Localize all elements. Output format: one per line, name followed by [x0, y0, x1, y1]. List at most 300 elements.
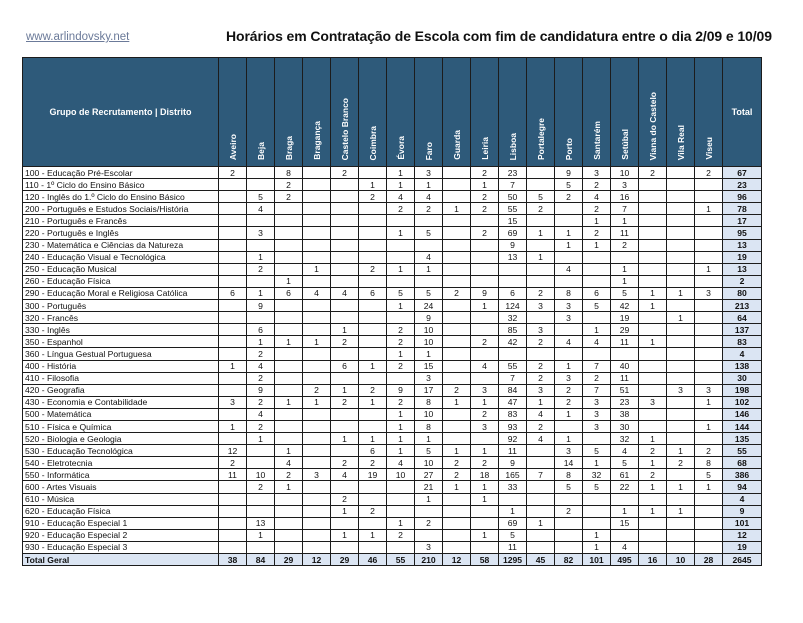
cell-value: 46	[359, 554, 387, 566]
cell-value: 50	[499, 191, 527, 203]
row-label: 300 - Português	[23, 300, 219, 312]
cell-value: 2	[247, 372, 275, 384]
cell-value: 2	[443, 469, 471, 481]
cell-value	[443, 263, 471, 275]
cell-value	[639, 227, 667, 239]
cell-value	[219, 215, 247, 227]
cell-value	[303, 251, 331, 263]
cell-value: 1	[639, 457, 667, 469]
cell-value: 1	[387, 263, 415, 275]
cell-value: 55	[387, 554, 415, 566]
cell-value: 1	[639, 336, 667, 348]
cell-value	[639, 493, 667, 505]
cell-value: 1	[331, 324, 359, 336]
cell-value	[583, 275, 611, 287]
cell-value: 1	[471, 493, 499, 505]
cell-value	[583, 312, 611, 324]
cell-value	[331, 481, 359, 493]
cell-value: 23	[499, 167, 527, 179]
row-label: 110 - 1º Ciclo do Ensino Básico	[23, 179, 219, 191]
cell-value	[667, 396, 695, 408]
cell-value: 3	[219, 396, 247, 408]
cell-value	[303, 324, 331, 336]
table-row	[23, 457, 762, 469]
cell-value: 23	[611, 396, 639, 408]
cell-value	[275, 263, 303, 275]
cell-value	[303, 275, 331, 287]
cell-value: 1	[443, 445, 471, 457]
column-header	[219, 58, 247, 167]
cell-value	[639, 529, 667, 541]
cell-value	[247, 541, 275, 553]
cell-value	[303, 457, 331, 469]
cell-value: 1	[611, 275, 639, 287]
cell-value: 1	[639, 300, 667, 312]
cell-value	[667, 433, 695, 445]
cell-value: 1	[415, 493, 443, 505]
cell-value: 3	[527, 324, 555, 336]
cell-value	[247, 215, 275, 227]
cell-value	[667, 251, 695, 263]
row-label: 930 - Educação Especial 3	[23, 541, 219, 553]
row-label: 350 - Espanhol	[23, 336, 219, 348]
cell-value	[331, 179, 359, 191]
cell-value	[639, 179, 667, 191]
cell-value	[219, 348, 247, 360]
cell-value	[555, 517, 583, 529]
cell-value	[639, 324, 667, 336]
cell-value: 2	[695, 445, 723, 457]
cell-value: 2	[387, 360, 415, 372]
cell-value	[387, 505, 415, 517]
cell-value: 24	[415, 300, 443, 312]
cell-value: 12	[303, 554, 331, 566]
cell-value	[275, 360, 303, 372]
cell-value: 2	[471, 191, 499, 203]
cell-value: 1	[331, 529, 359, 541]
cell-value	[667, 167, 695, 179]
cell-value: 5	[555, 481, 583, 493]
cell-value	[667, 300, 695, 312]
column-header-label: Braga	[283, 135, 294, 160]
cell-value: 2	[555, 396, 583, 408]
column-header	[303, 58, 331, 167]
row-total: 13	[723, 263, 762, 275]
cell-value	[443, 312, 471, 324]
cell-value	[219, 300, 247, 312]
cell-value	[303, 493, 331, 505]
cell-value: 84	[499, 384, 527, 396]
cell-value: 1	[247, 251, 275, 263]
cell-value	[611, 529, 639, 541]
cell-value: 2	[387, 336, 415, 348]
cell-value	[443, 275, 471, 287]
cell-value: 1	[583, 239, 611, 251]
table-row	[23, 275, 762, 287]
cell-value: 2	[471, 227, 499, 239]
cell-value	[303, 348, 331, 360]
row-total: 68	[723, 457, 762, 469]
cell-value	[415, 239, 443, 251]
cell-value	[471, 372, 499, 384]
cell-value: 4	[583, 191, 611, 203]
cell-value: 4	[415, 251, 443, 263]
cell-value	[247, 312, 275, 324]
cell-value	[359, 275, 387, 287]
table-row	[23, 396, 762, 408]
cell-value	[527, 167, 555, 179]
cell-value: 32	[611, 433, 639, 445]
cell-value	[471, 275, 499, 287]
cell-value	[331, 275, 359, 287]
column-header-label: Setúbal	[619, 129, 630, 160]
column-header	[415, 58, 443, 167]
cell-value	[499, 263, 527, 275]
cell-value: 45	[527, 554, 555, 566]
row-label: 220 - Português e Inglês	[23, 227, 219, 239]
cell-value	[667, 469, 695, 481]
cell-value: 2	[219, 457, 247, 469]
cell-value: 6	[331, 360, 359, 372]
cell-value	[583, 493, 611, 505]
cell-value: 2	[415, 203, 443, 215]
table-row	[23, 529, 762, 541]
cell-value	[275, 420, 303, 432]
row-label: 230 - Matemática e Ciências da Natureza	[23, 239, 219, 251]
cell-value: 4	[555, 263, 583, 275]
cell-value	[667, 227, 695, 239]
cell-value: 2	[695, 167, 723, 179]
cell-value: 1	[611, 263, 639, 275]
cell-value: 2	[275, 191, 303, 203]
cell-value	[303, 517, 331, 529]
cell-value: 1	[583, 457, 611, 469]
cell-value	[583, 251, 611, 263]
cell-value	[387, 312, 415, 324]
row-total: 102	[723, 396, 762, 408]
cell-value: 17	[415, 384, 443, 396]
column-header	[583, 58, 611, 167]
cell-value	[219, 191, 247, 203]
cell-value: 1	[639, 481, 667, 493]
cell-value	[247, 445, 275, 457]
cell-value: 2	[331, 336, 359, 348]
column-header	[331, 58, 359, 167]
cell-value	[387, 251, 415, 263]
row-label: 620 - Educação Física	[23, 505, 219, 517]
cell-value	[639, 312, 667, 324]
cell-value: 1	[583, 215, 611, 227]
cell-value	[387, 541, 415, 553]
cell-value	[527, 348, 555, 360]
cell-value	[555, 251, 583, 263]
cell-value	[471, 517, 499, 529]
cell-value: 1	[471, 481, 499, 493]
cell-value: 2	[247, 420, 275, 432]
cell-value: 1	[443, 396, 471, 408]
cell-value: 1	[387, 517, 415, 529]
cell-value: 1	[415, 433, 443, 445]
cell-value: 2	[583, 227, 611, 239]
cell-value	[443, 348, 471, 360]
cell-value	[583, 348, 611, 360]
cell-value	[387, 215, 415, 227]
cell-value: 2	[247, 481, 275, 493]
cell-value: 10	[415, 336, 443, 348]
cell-value: 21	[415, 481, 443, 493]
cell-value: 1	[387, 433, 415, 445]
cell-value: 124	[499, 300, 527, 312]
cell-value: 7	[611, 203, 639, 215]
cell-value	[695, 312, 723, 324]
cell-value: 5	[611, 457, 639, 469]
cell-value	[275, 348, 303, 360]
cell-value: 3	[611, 179, 639, 191]
cell-value: 7	[583, 360, 611, 372]
cell-value: 29	[611, 324, 639, 336]
cell-value	[219, 263, 247, 275]
cell-value	[471, 541, 499, 553]
cell-value: 1	[387, 445, 415, 457]
column-header-label: Faro	[423, 141, 434, 160]
row-label: 400 - História	[23, 360, 219, 372]
table-row	[23, 420, 762, 432]
cell-value: 11	[611, 227, 639, 239]
cell-value	[387, 372, 415, 384]
column-header-label: Leiria	[479, 137, 490, 160]
cell-value	[359, 312, 387, 324]
row-label: 210 - Português e Francês	[23, 215, 219, 227]
cell-value: 9	[247, 300, 275, 312]
row-total: 137	[723, 324, 762, 336]
cell-value	[639, 239, 667, 251]
cell-value	[303, 191, 331, 203]
table-row	[23, 372, 762, 384]
cell-value: 15	[499, 215, 527, 227]
cell-value	[695, 300, 723, 312]
cell-value: 1	[695, 263, 723, 275]
cell-value: 1	[303, 263, 331, 275]
cell-value	[527, 263, 555, 275]
cell-value	[303, 505, 331, 517]
cell-value: 3	[695, 287, 723, 299]
cell-value: 7	[583, 384, 611, 396]
cell-value	[639, 203, 667, 215]
cell-value	[639, 348, 667, 360]
cell-value: 11	[219, 469, 247, 481]
cell-value	[471, 239, 499, 251]
cell-value	[275, 384, 303, 396]
cell-value	[331, 372, 359, 384]
row-label: 530 - Educação Tecnológica	[23, 445, 219, 457]
cell-value	[443, 372, 471, 384]
cell-value	[639, 384, 667, 396]
cell-value	[443, 179, 471, 191]
column-header-label: Coimbra	[367, 125, 378, 160]
row-label: 120 - Inglês do 1.º Ciclo do Ensino Básico	[23, 191, 219, 203]
cell-value: 2	[387, 529, 415, 541]
data-table	[22, 57, 762, 566]
cell-value	[443, 541, 471, 553]
cell-value: 30	[611, 420, 639, 432]
cell-value	[695, 517, 723, 529]
cell-value: 2	[471, 203, 499, 215]
cell-value: 18	[471, 469, 499, 481]
cell-value: 6	[219, 287, 247, 299]
cell-value	[331, 215, 359, 227]
row-label: 420 - Geografia	[23, 384, 219, 396]
row-total: 55	[723, 445, 762, 457]
cell-value: 33	[499, 481, 527, 493]
cell-value: 27	[415, 469, 443, 481]
cell-value	[527, 505, 555, 517]
cell-value: 1	[443, 481, 471, 493]
cell-value: 1	[275, 445, 303, 457]
cell-value	[219, 384, 247, 396]
cell-value: 5	[527, 191, 555, 203]
cell-value: 1	[471, 300, 499, 312]
row-total: 138	[723, 360, 762, 372]
cell-value	[695, 372, 723, 384]
cell-value: 51	[611, 384, 639, 396]
cell-value: 15	[611, 517, 639, 529]
cell-value	[527, 275, 555, 287]
cell-value: 10	[415, 324, 443, 336]
cell-value: 1	[555, 433, 583, 445]
row-total: 198	[723, 384, 762, 396]
cell-value	[331, 191, 359, 203]
cell-value	[219, 203, 247, 215]
cell-value: 2	[331, 396, 359, 408]
cell-value: 5	[415, 227, 443, 239]
cell-value: 2	[303, 384, 331, 396]
cell-value	[275, 300, 303, 312]
column-header-label: Santarém	[591, 121, 602, 160]
cell-value: 6	[583, 287, 611, 299]
cell-value: 7	[499, 179, 527, 191]
cell-value: 42	[499, 336, 527, 348]
cell-value	[303, 312, 331, 324]
cell-value: 1	[331, 505, 359, 517]
cell-value	[247, 505, 275, 517]
cell-value	[275, 541, 303, 553]
cell-value: 4	[247, 360, 275, 372]
table-row	[23, 481, 762, 493]
cell-value	[695, 529, 723, 541]
table-row	[23, 493, 762, 505]
cell-value	[415, 275, 443, 287]
cell-value	[443, 239, 471, 251]
cell-value	[303, 529, 331, 541]
cell-value: 2	[555, 191, 583, 203]
cell-value: 4	[303, 287, 331, 299]
cell-value: 1	[247, 529, 275, 541]
cell-value	[219, 529, 247, 541]
cell-value: 495	[611, 554, 639, 566]
cell-value: 4	[527, 408, 555, 420]
cell-value: 2	[583, 372, 611, 384]
cell-value	[555, 541, 583, 553]
cell-value: 3	[583, 420, 611, 432]
cell-value	[527, 239, 555, 251]
cell-value: 14	[555, 457, 583, 469]
table-row	[23, 300, 762, 312]
cell-value	[695, 433, 723, 445]
cell-value	[443, 215, 471, 227]
cell-value	[359, 481, 387, 493]
cell-value: 2	[387, 203, 415, 215]
cell-value	[443, 493, 471, 505]
cell-value	[275, 433, 303, 445]
cell-value: 2	[611, 239, 639, 251]
row-total: 94	[723, 481, 762, 493]
cell-value: 2	[443, 384, 471, 396]
cell-value: 2	[639, 445, 667, 457]
cell-value: 1	[639, 505, 667, 517]
cell-value: 2	[471, 336, 499, 348]
cell-value	[471, 312, 499, 324]
row-total: 146	[723, 408, 762, 420]
cell-value	[275, 215, 303, 227]
cell-value: 12	[443, 554, 471, 566]
cell-value: 4	[247, 408, 275, 420]
column-header-label: Aveiro	[227, 133, 238, 160]
cell-value: 8	[695, 457, 723, 469]
cell-value: 10	[415, 457, 443, 469]
cell-value: 2	[667, 457, 695, 469]
cell-value	[499, 275, 527, 287]
cell-value: 2	[275, 179, 303, 191]
cell-value	[443, 433, 471, 445]
cell-value: 22	[611, 481, 639, 493]
cell-value	[331, 541, 359, 553]
cell-value: 16	[611, 191, 639, 203]
cell-value	[583, 505, 611, 517]
cell-value	[275, 529, 303, 541]
cell-value: 1	[275, 275, 303, 287]
cell-value	[275, 493, 303, 505]
table-row	[23, 541, 762, 553]
cell-value: 1	[415, 348, 443, 360]
cell-value: 4	[611, 445, 639, 457]
cell-value: 3	[527, 384, 555, 396]
cell-value	[611, 251, 639, 263]
cell-value: 4	[611, 541, 639, 553]
cell-value	[639, 191, 667, 203]
cell-value	[667, 275, 695, 287]
row-total: 17	[723, 215, 762, 227]
cell-value: 1	[387, 348, 415, 360]
cell-value: 69	[499, 227, 527, 239]
row-total: 19	[723, 251, 762, 263]
table-row	[23, 287, 762, 299]
cell-value	[695, 227, 723, 239]
cell-value: 2	[527, 203, 555, 215]
table-row	[23, 348, 762, 360]
header-row	[23, 58, 762, 167]
cell-value: 1	[247, 433, 275, 445]
cell-value	[415, 505, 443, 517]
cell-value	[667, 239, 695, 251]
cell-value: 2	[247, 263, 275, 275]
cell-value: 1295	[499, 554, 527, 566]
cell-value: 2	[387, 396, 415, 408]
row-total: 96	[723, 191, 762, 203]
cell-value: 55	[499, 360, 527, 372]
site-link[interactable]: www.arlindovsky.net	[26, 31, 130, 43]
cell-value: 1	[667, 505, 695, 517]
cell-value: 1	[331, 384, 359, 396]
